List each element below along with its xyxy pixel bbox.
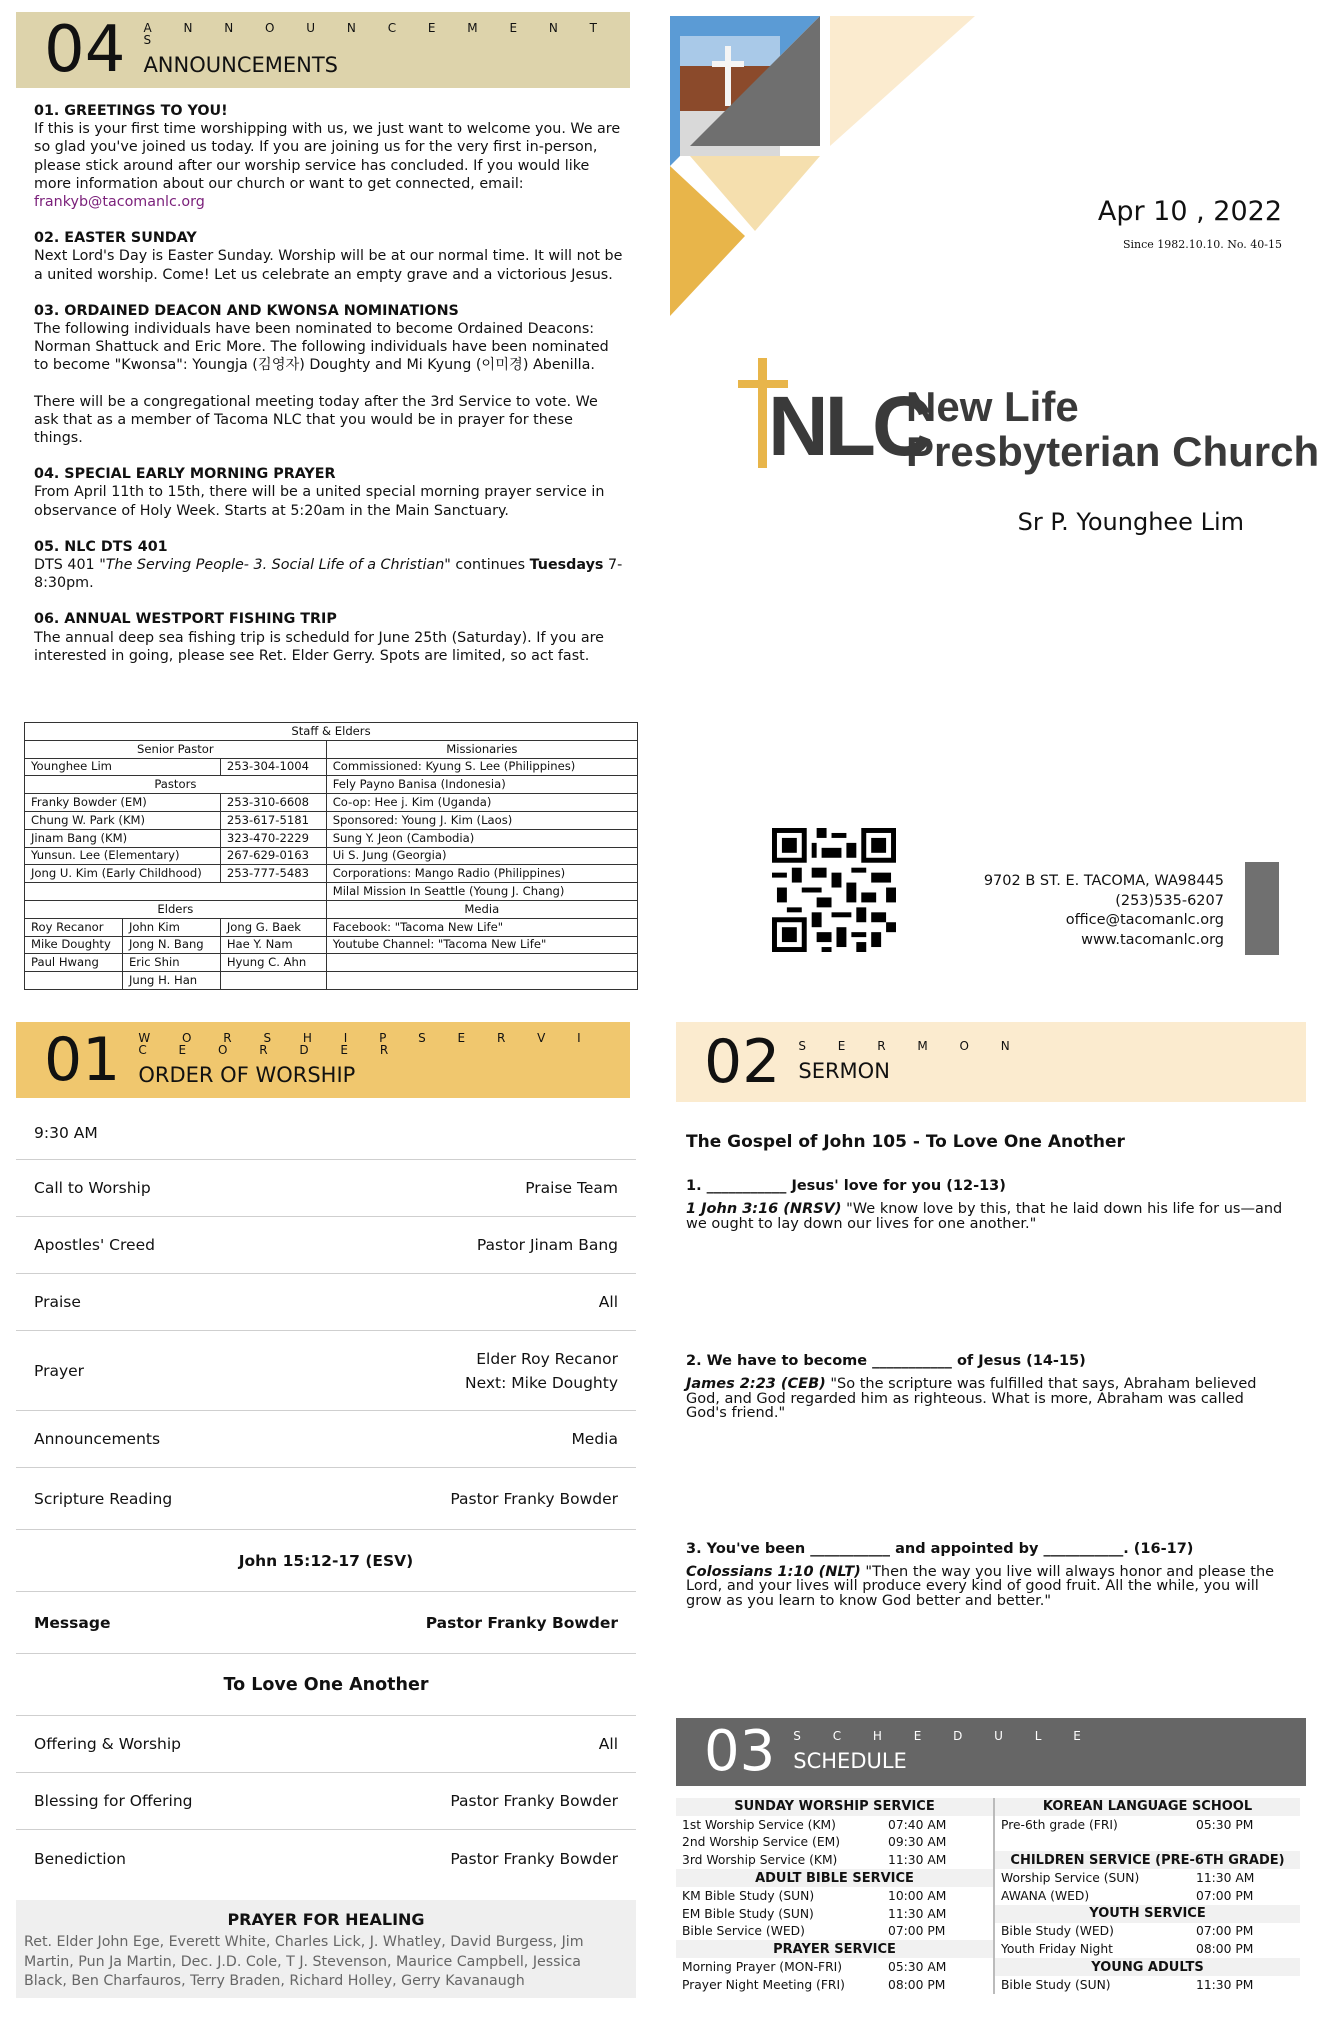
announcements-header [16, 12, 630, 88]
item-leader: All [598, 1735, 618, 1753]
website[interactable]: www.tacomanlc.org [1081, 931, 1224, 948]
item-label: Scripture Reading [34, 1489, 173, 1508]
worship-header [16, 1022, 630, 1098]
schedule-time: 08:00 PM [888, 1977, 946, 1992]
schedule-heading: PRAYER SERVICE [676, 1940, 994, 1958]
schedule-service: KM Bible Study (SUN) [682, 1888, 815, 1903]
staff-title: Staff & Elders [25, 723, 638, 741]
elder: Eric Shin [122, 954, 220, 972]
schedule-service: Bible Study (WED) [994, 1923, 1190, 1941]
schedule-row [676, 1905, 1300, 1923]
schedule-service: Pre-6th grade (FRI) [994, 1816, 1190, 1834]
item-leader: All [598, 1293, 618, 1311]
schedule-time: 09:30 AM [888, 1835, 947, 1850]
item-label: Message [34, 1613, 111, 1632]
healing-names: Ret. Elder John Ege, Everett White, Charles Lick, J. Whatley, David Burgess, Jim Martin, Pun Ja Martin, Dec. J.D. Cole, T J. Stevenson, Maurice Campbell, Jessica Black, Ben Charfauros, Terry Braden, Richard Holley, Gerry Kavanaugh [24, 1934, 584, 1990]
schedule-service: Bible Study (SUN) [994, 1976, 1190, 1994]
text-part: 7-8:30pm. [34, 557, 623, 592]
schedule-row [676, 1851, 1300, 1869]
schedule-service: Worship Service (SUN) [994, 1869, 1190, 1887]
text-bold: Tuesdays [529, 557, 604, 574]
message-title-row [16, 1654, 636, 1716]
schedule-body [676, 1798, 1300, 1994]
staff-name: Younghee Lim [25, 758, 221, 776]
elder: Roy Recanor [25, 918, 123, 936]
item-label: Announcements [34, 1430, 161, 1448]
sermon-header [676, 1022, 1306, 1102]
staff-phone: 323-470-2229 [220, 829, 326, 847]
cream-triangle [830, 16, 975, 146]
schedule-time: 07:00 PM [1196, 1924, 1254, 1939]
schedule-service: Youth Friday Night [994, 1940, 1190, 1958]
worship-item [16, 1411, 636, 1468]
schedule-time: 07:40 AM [888, 1817, 947, 1832]
worship-item [16, 1830, 636, 1887]
item-leader: Praise Team [525, 1179, 618, 1197]
item-leader: Pastor Franky Bowder [450, 1792, 618, 1810]
elder: Hae Y. Nam [220, 936, 326, 954]
announcement-item [34, 610, 624, 665]
staff-phone: 267-629-0163 [220, 847, 326, 865]
missionary: Sung Y. Jeon (Cambodia) [326, 829, 637, 847]
email[interactable]: office@tacomanlc.org [1065, 912, 1224, 928]
section-number: 03 [704, 1719, 776, 1784]
sermon-point: 2. We have to become ___________ of Jesus (14-15) [686, 1353, 1086, 1369]
phone: (253)535-6207 [1115, 892, 1224, 909]
schedule-service: AWANA (WED) [994, 1887, 1190, 1905]
cross-vertical [725, 46, 731, 106]
media-label: Media [326, 900, 637, 918]
text-italic: The Serving People- 3. Social Life of a Christian [105, 557, 445, 574]
message-row [16, 1592, 636, 1654]
sermon-notes [686, 1132, 1286, 1608]
qr-code [772, 828, 896, 952]
cover-graphic [670, 16, 980, 316]
section-title: ANNOUNCEMENTS [143, 52, 339, 77]
section-spaced-title: S E R M O N [798, 1038, 1024, 1053]
section-number: 02 [704, 1027, 781, 1097]
missionary: Co-op: Hee j. Kim (Uganda) [326, 794, 637, 812]
schedule-table [676, 1798, 1300, 1994]
staff-table [24, 722, 638, 990]
schedule-row [676, 1940, 1300, 1958]
schedule-time: 11:30 PM [1196, 1977, 1254, 1992]
empty-cell [326, 972, 637, 990]
announcement-item [34, 302, 624, 447]
announcement-text-2: There will be a congregational meeting today after the 3rd Service to vote. We ask that as a member of Tacoma NLC that you would be in prayer for these things. [34, 393, 598, 447]
scripture: John 15:12-17 (ESV) [238, 1551, 414, 1570]
item-label: Benediction [34, 1849, 126, 1868]
item-leader: Pastor Jinam Bang [476, 1236, 618, 1254]
elder: Jung H. Han [122, 972, 220, 990]
missionary: Corporations: Mango Radio (Philippines) [326, 865, 637, 883]
announcement-item [34, 229, 624, 284]
elders-label: Elders [25, 900, 327, 918]
announcement-heading: 04. SPECIAL EARLY MORNING PRAYER [34, 466, 336, 483]
announcements-list [34, 102, 624, 683]
message-title: To Love One Another [223, 1674, 429, 1695]
worship-item [16, 1773, 636, 1830]
item-label: Offering & Worship [34, 1735, 182, 1753]
schedule-time: 07:00 PM [1196, 1888, 1254, 1903]
schedule-time: 05:30 AM [888, 1960, 947, 1975]
missionary: Sponsored: Young J. Kim (Laos) [326, 811, 637, 829]
staff-name: Yunsun. Lee (Elementary) [25, 847, 221, 865]
missionaries-label: Missionaries [326, 740, 637, 758]
item-leader: Pastor Franky Bowder [450, 1489, 618, 1508]
staff-name: Jinam Bang (KM) [25, 829, 221, 847]
text-part: " continues [444, 557, 530, 574]
media-item: Youtube Channel: "Tacoma New Life" [326, 936, 637, 954]
schedule-heading: KOREAN LANGUAGE SCHOOL [994, 1798, 1300, 1816]
section-spaced-title: W O R S H I P S E R V I C E O R D E R [138, 1030, 595, 1057]
elder: Jong N. Bang [122, 936, 220, 954]
quote-ref: Colossians 1:10 (NLT) [686, 1563, 861, 1580]
staff-phone: 253-310-6608 [220, 794, 326, 812]
schedule-heading: SUNDAY WORSHIP SERVICE [676, 1798, 994, 1816]
sermon-quote [686, 1377, 1286, 1421]
elder: Jong G. Baek [220, 918, 326, 936]
quote-text: "Then the way you live will always honor and please the Lord, and your lives will produce every kind of good fruit. All the while, you will grow as you learn to know God better and better." [686, 1563, 1275, 1609]
item-leader: Pastor Franky Bowder [425, 1613, 618, 1632]
sermon-title: The Gospel of John 105 - To Love One Another [686, 1132, 1125, 1152]
worship-item [16, 1468, 636, 1530]
worship-item [16, 1160, 636, 1217]
missionary: Commissioned: Kyung S. Lee (Philippines) [326, 758, 637, 776]
staff-phone: 253-304-1004 [220, 758, 326, 776]
announcement-item [34, 102, 624, 211]
item-label: Apostles' Creed [34, 1236, 155, 1254]
senior-pastor: Sr P. Younghee Lim [1017, 508, 1244, 536]
elder: John Kim [122, 918, 220, 936]
section-spaced-title: A N N O U N C E M E N T S [143, 20, 611, 47]
worship-time-row [16, 1106, 636, 1160]
schedule-service: 3rd Worship Service (KM) [682, 1853, 838, 1868]
quote-text: "So the scripture was fulfilled that says, Abraham believed God, and God regarded him as righteous. What is more, Abraham was called God's friend." [686, 1376, 1257, 1421]
schedule-row [676, 1869, 1300, 1887]
schedule-row [676, 1816, 1300, 1834]
email-link[interactable]: frankyb@tacomanlc.org [34, 194, 205, 211]
item-label: Praise [34, 1293, 81, 1311]
worship-item [16, 1274, 636, 1331]
announcement-text: If this is your first time worshipping with us, we just want to welcome you. We are so glad you've joined us today. If you are joining us for the very first in-person, please stick around after our worship service has concluded. If you would like more information about our church or want to get connected, email: [34, 121, 621, 192]
sermon-point: 1. ___________ Jesus' love for you (12-13) [686, 1178, 1006, 1194]
contact-info [920, 872, 1224, 950]
schedule-row [676, 1834, 1300, 1852]
section-title: ORDER OF WORSHIP [138, 1062, 356, 1087]
announcement-item [34, 538, 624, 593]
elder [220, 972, 326, 990]
schedule-row [676, 1887, 1300, 1905]
schedule-service: Prayer Night Meeting (FRI) [682, 1977, 845, 1992]
scripture-row [16, 1530, 636, 1592]
elder: Mike Doughty [25, 936, 123, 954]
media-item: Facebook: "Tacoma New Life" [326, 918, 637, 936]
staff-name: Jong U. Kim (Early Childhood) [25, 865, 221, 883]
missionary: Fely Payno Banisa (Indonesia) [326, 776, 637, 794]
item-leader: Pastor Franky Bowder [450, 1849, 618, 1868]
schedule-service: 1st Worship Service (KM) [682, 1817, 836, 1832]
worship-time: 9:30 AM [34, 1123, 98, 1142]
staff-phone: 253-617-5181 [220, 811, 326, 829]
empty-cell [25, 883, 327, 901]
announcement-text: The following individuals have been nominated to become Ordained Deacons: Norman Shattuck and Eric More. The following individuals have been nominated to become "Kwonsa": Youngja (김영자) Doughty and Mi Kyung (이미경) Abenilla. [34, 321, 609, 374]
elder [25, 972, 123, 990]
sermon-quote [686, 1565, 1286, 1609]
schedule-row [676, 1958, 1300, 1976]
staff-phone: 253-777-5483 [220, 865, 326, 883]
staff-name: Franky Bowder (EM) [25, 794, 221, 812]
cover-since: Since 1982.10.10. No. 40-15 [1122, 238, 1282, 251]
logo-nlc: NLC [768, 379, 929, 473]
schedule-time: 10:00 AM [888, 1888, 947, 1903]
item-leader: Elder Roy Recanor [476, 1349, 618, 1368]
announcement-heading: 06. ANNUAL WESTPORT FISHING TRIP [34, 611, 337, 628]
announcement-text: The annual deep sea fishing trip is scheduld for June 25th (Saturday). If you are interested in going, please see Ret. Elder Gerry. Spots are limited, so act fast. [34, 629, 604, 664]
announcement-text [34, 556, 624, 592]
section-number: 01 [44, 1025, 121, 1095]
address: 9702 B ST. E. TACOMA, WA98445 [983, 873, 1224, 889]
pastors-label: Pastors [25, 776, 327, 794]
item-label: Blessing for Offering [34, 1792, 193, 1810]
section-title: SERMON [798, 1058, 890, 1083]
item-leader-next: Next: Mike Doughty [465, 1373, 618, 1392]
quote-ref: 1 John 3:16 (NRSV) [686, 1201, 842, 1217]
schedule-service: Bible Service (WED) [682, 1924, 805, 1939]
schedule-header [676, 1718, 1306, 1786]
staff-name: Chung W. Park (KM) [25, 811, 221, 829]
schedule-time [1190, 1834, 1300, 1852]
text-part: DTS 401 " [34, 557, 106, 574]
schedule-time: 07:00 PM [888, 1924, 946, 1939]
announcement-heading: 05. NLC DTS 401 [34, 538, 168, 555]
announcement-heading: 03. ORDAINED DEACON AND KWONSA NOMINATIONS [34, 302, 459, 319]
cover-date: Apr 10 , 2022 [1097, 196, 1282, 227]
church-name [906, 384, 1319, 474]
schedule-row [676, 1976, 1300, 1994]
item-leader: Media [571, 1430, 618, 1448]
announcement-text: From April 11th to 15th, there will be a united special morning prayer service in observance of Holy Week. Starts at 5:20am in the Main Sanctuary. [34, 484, 605, 519]
quote-ref: James 2:23 (CEB) [686, 1376, 826, 1392]
schedule-heading: YOUTH SERVICE [994, 1905, 1300, 1923]
cross-horizontal [712, 61, 744, 67]
announcement-item [34, 465, 624, 520]
senior-label: Senior Pastor [25, 740, 327, 758]
church-name-line2: Presbyterian Church [906, 428, 1320, 475]
missionary: Ui S. Jung (Georgia) [326, 847, 637, 865]
schedule-time: 08:00 PM [1196, 1942, 1254, 1957]
schedule-row [676, 1798, 1300, 1816]
prayer-for-healing [16, 1900, 636, 1998]
item-label: Prayer [34, 1361, 85, 1380]
schedule-service: EM Bible Study (SUN) [682, 1906, 814, 1921]
section-spaced-title: S C H E D U L E [793, 1728, 1095, 1743]
schedule-row [676, 1923, 1300, 1941]
schedule-service: Morning Prayer (MON-FRI) [682, 1960, 843, 1975]
sermon-point: 3. You've been ___________ and appointed by ___________. (16-17) [686, 1540, 1194, 1557]
announcement-text: Next Lord's Day is Easter Sunday. Worship will be at our normal time. It will not be a united worship. Come! Let us celebrate an empty grave and a victorious Jesus. [34, 248, 623, 283]
schedule-service [994, 1834, 1190, 1852]
announcement-heading: 02. EASTER SUNDAY [34, 230, 197, 247]
schedule-service: 2nd Worship Service (EM) [682, 1835, 841, 1850]
worship-item [16, 1217, 636, 1274]
worship-item [16, 1716, 636, 1773]
schedule-time: 11:30 AM [888, 1906, 947, 1921]
schedule-heading: ADULT BIBLE SERVICE [676, 1869, 994, 1887]
empty-cell [326, 954, 637, 972]
section-title: SCHEDULE [793, 1748, 907, 1773]
elder: Hyung C. Ahn [220, 954, 326, 972]
schedule-heading: CHILDREN SERVICE (PRE-6TH GRADE) [994, 1851, 1300, 1869]
announcement-heading: 01. GREETINGS TO YOU! [34, 103, 228, 119]
missionary: Milal Mission In Seattle (Young J. Chang) [326, 883, 637, 901]
item-label: Call to Worship [34, 1179, 151, 1197]
worship-item-prayer [16, 1331, 636, 1411]
gray-bar [1245, 862, 1279, 955]
section-number: 04 [44, 13, 126, 87]
healing-title: PRAYER FOR HEALING [227, 1910, 425, 1929]
worship-order [16, 1106, 636, 1887]
church-name-line1: New Life [906, 383, 1079, 430]
schedule-heading: YOUNG ADULTS [994, 1958, 1300, 1976]
sermon-quote [686, 1202, 1286, 1231]
schedule-time: 11:30 AM [1196, 1871, 1255, 1886]
elder: Paul Hwang [25, 954, 123, 972]
quote-text: "We know love by this, that he laid down his life for us—and we ought to lay down our lives for one another." [686, 1201, 1283, 1232]
schedule-time: 11:30 AM [888, 1853, 947, 1868]
schedule-time: 05:30 PM [1196, 1817, 1254, 1832]
